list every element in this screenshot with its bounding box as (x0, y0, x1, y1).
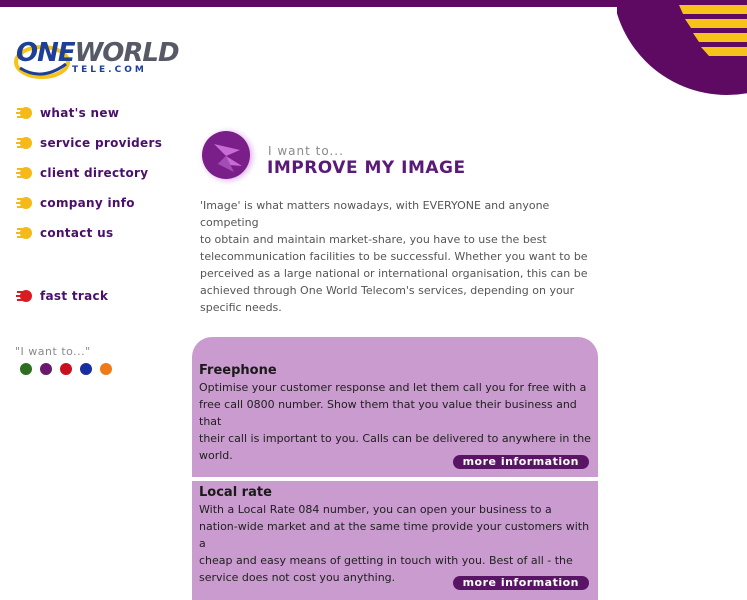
page-title: IMPROVE MY IMAGE (267, 158, 466, 178)
panel-line: their call is important to you. Calls can be delivered to anywhere in the (199, 432, 591, 445)
yellow-orb-bullet-icon (16, 194, 34, 212)
nav-item-client-directory[interactable] (16, 164, 148, 182)
nav-label: what's new (40, 106, 120, 120)
logo-subtitle: TELE.COM (72, 65, 147, 75)
panel-text (199, 379, 594, 464)
more-information-button[interactable]: more information (453, 455, 589, 469)
yellow-orb-bullet-icon (16, 104, 34, 122)
intro-line: perceived as a large national or international organisation, this can be (200, 267, 588, 280)
panel-line: world. (199, 449, 233, 462)
nav-item-service-providers[interactable] (16, 134, 162, 152)
nav-item-contact-us[interactable] (16, 224, 113, 242)
red-orb-bullet-icon (16, 287, 34, 305)
header-pretitle: I want to... (268, 144, 344, 158)
panel-line: Optimise your customer response and let them call you for free with a (199, 381, 587, 394)
purple-star-emblem-icon (196, 124, 260, 188)
category-dots (20, 363, 120, 375)
yellow-orb-bullet-icon (16, 164, 34, 182)
intro-line: to obtain and maintain market-share, you have to use the best (200, 233, 547, 246)
green-dot[interactable] (20, 363, 32, 375)
intro-line: specific needs. (200, 301, 282, 314)
purple-dot[interactable] (40, 363, 52, 375)
panel-line: With a Local Rate 084 number, you can open your business to a (199, 503, 552, 516)
panel-line: nation-wide market and at the same time provide your customers with a (199, 520, 590, 550)
orange-dot[interactable] (100, 363, 112, 375)
nav-label: company info (40, 196, 135, 210)
more-information-button[interactable]: more information (453, 576, 589, 590)
nav-label: service providers (40, 136, 163, 150)
logo-wordmark: ONEWORLD (16, 38, 179, 68)
yellow-orb-bullet-icon (16, 224, 34, 242)
nav-item-fast-track[interactable] (16, 287, 108, 305)
intro-paragraph (200, 197, 595, 316)
oneworld-logo[interactable] (14, 36, 184, 82)
nav-label: client directory (40, 166, 149, 180)
panel-line: cheap and easy means of getting in touch with you. Best of all - the (199, 554, 573, 567)
panel-title: Local rate (199, 485, 272, 500)
i-want-to-label: "I want to..." (15, 345, 91, 358)
nav-label: contact us (40, 226, 114, 240)
panel-text (199, 501, 594, 586)
nav-item-company-info[interactable] (16, 194, 135, 212)
panel-title: Freephone (199, 363, 277, 378)
red-dot[interactable] (60, 363, 72, 375)
panel-line: service does not cost you anything. (199, 571, 396, 584)
nav-item-whats-new[interactable] (16, 104, 119, 122)
local-rate-panel (192, 481, 598, 600)
corner-emblem (617, 0, 747, 105)
intro-line: 'Image' is what matters nowadays, with EVERYONE and anyone competing (200, 199, 550, 229)
nav-label: fast track (40, 289, 109, 303)
freephone-panel (192, 337, 598, 477)
yellow-orb-bullet-icon (16, 134, 34, 152)
intro-line: telecommunication facilities to be successful. Whether you want to be (200, 250, 588, 263)
intro-line: achieved through One World Telecom's services, depending on your (200, 284, 575, 297)
panel-line: free call 0800 number. Show them that you value their business and that (199, 398, 577, 428)
blue-dot[interactable] (80, 363, 92, 375)
